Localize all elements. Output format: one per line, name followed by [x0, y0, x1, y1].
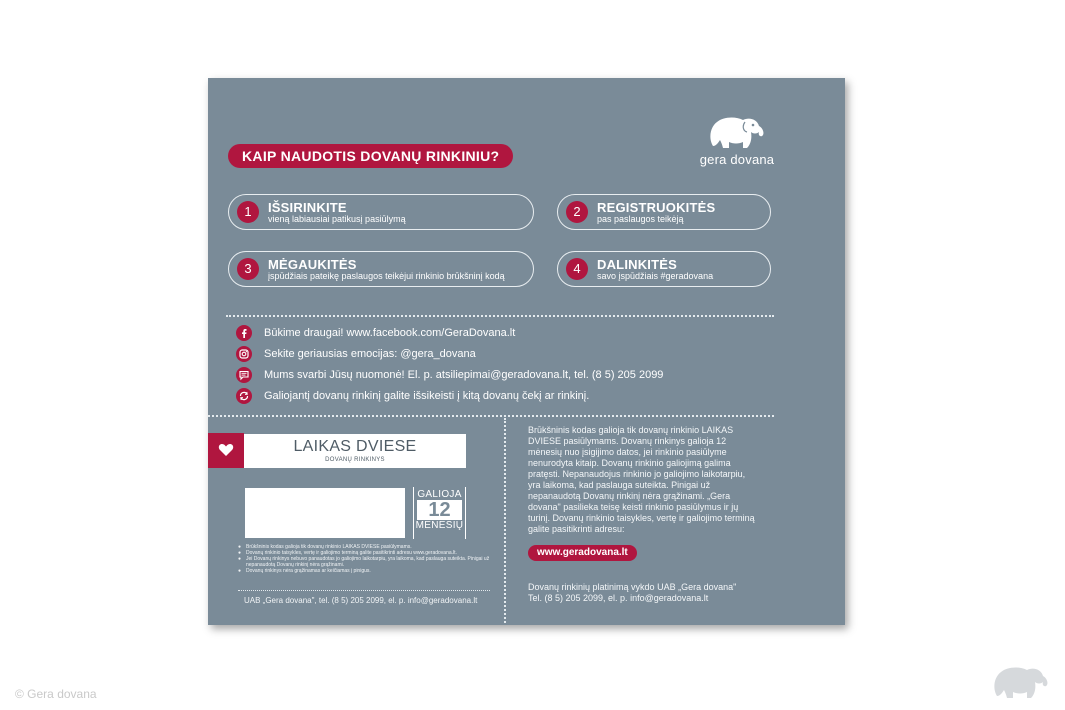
instagram-icon — [236, 346, 252, 362]
step-1 — [228, 194, 534, 230]
step-title: REGISTRUOKITĖS — [597, 199, 716, 215]
list-item: ● Brūkšninis kodas galioja tik dovanų rinkinio LAIKAS DVIESE pasiūlymams. — [238, 544, 412, 550]
how-to-use-heading: KAIP NAUDOTIS DOVANŲ RINKINIU? — [228, 144, 513, 168]
voucher-heart-tab — [208, 433, 244, 468]
voucher-fine-print — [238, 544, 498, 574]
dotted-divider — [208, 415, 774, 417]
copyright-notice: © Gera dovana — [15, 687, 97, 701]
contact-text: Mums svarbi Jūsų nuomonė! El. p. atsiliepimai@geradovana.lt, tel. (8 5) 205 2099 — [264, 369, 664, 381]
validity-unit: MĖNESIŲ — [415, 520, 464, 531]
distributor-line-2: Tel. (8 5) 205 2099, el. p. info@geradovana.lt — [528, 593, 709, 603]
terms-text: Brūkšninis kodas galioja tik dovanų rinkinio LAIKAS DVIESE pasiūlymams. Dovanų rinkinys galioja 12 mėnesių nuo įsigijimo datos, jei rinkinio pasiūlyme nenurodyta kitaip. Dovanų rinkinio galiojimą galima pratęsti. Nepanaudojus rinkinio jo galiojimo laikotarpiu, yra laikoma, kad paslauga suteikta. Pinigai už nepanaudotą Dovanų rinkinį nėra grąžinami. „Gera dovana" pasilieka teisę keisti rinkinio pasiūlymus ir jų turinį. Dovanų rinkinio taisykles, vertę ir galiojimo terminą galite pasitikrinti adresu: — [528, 425, 755, 534]
step-subtitle: vieną labiausiai patikusį pasiūlymą — [268, 213, 406, 224]
contact-instagram — [236, 346, 476, 362]
validity-label: GALIOJA — [417, 489, 462, 500]
step-number: 2 — [566, 201, 588, 223]
website-link[interactable]: www.geradovana.lt — [528, 545, 637, 561]
validity-number: 12 — [417, 500, 462, 520]
contact-feedback — [236, 367, 663, 383]
heart-icon — [218, 443, 234, 457]
gift-set-card — [208, 78, 845, 625]
step-subtitle: pas paslaugos teikėją — [597, 213, 684, 224]
step-title: MĖGAUKITĖS — [268, 256, 357, 272]
contact-text: Sekite geriausias emocijas: @gera_dovana — [264, 348, 476, 360]
step-title: IŠSIRINKITE — [268, 199, 347, 215]
contact-facebook — [236, 325, 515, 341]
list-item: ● Dovanų rinkinio taisykles, vertę ir galiojimo terminą galite pasitikrinti adresu www.geradovana.lt. — [238, 550, 457, 556]
dotted-divider — [226, 315, 774, 317]
barcode-area — [245, 488, 405, 538]
list-item: ● Dovanų rinkinys nėra grąžinamas ar keičiamas į pinigus. — [238, 568, 371, 574]
voucher-type: DOVANŲ RINKINYS — [325, 457, 385, 463]
step-number: 3 — [237, 258, 259, 280]
distributor-info — [528, 582, 736, 604]
step-subtitle: savo įspūdžiais #geradovana — [597, 270, 714, 281]
elephant-watermark-icon — [990, 664, 1052, 702]
step-2 — [557, 194, 771, 230]
step-3 — [228, 251, 534, 287]
dotted-divider-vertical — [504, 418, 506, 623]
voucher-company-info: UAB „Gera dovana", tel. (8 5) 205 2099, el. p. info@geradovana.lt — [244, 596, 478, 605]
voucher-name: LAIKAS DVIESE — [293, 438, 417, 455]
brand-logo — [696, 114, 778, 174]
step-number: 4 — [566, 258, 588, 280]
step-title: DALINKITĖS — [597, 256, 677, 272]
exchange-icon — [236, 388, 252, 404]
contact-exchange — [236, 388, 589, 404]
step-subtitle: įspūdžiais pateikę paslaugos teikėjui rinkinio brūkšninį kodą — [268, 270, 505, 281]
list-item: ● Jei Dovanų rinkinys nebuvo panaudotas jo galiojimo laikotarpiu, yra laikoma, kad paslauga suteikta. Pinigai už nepanaudotą Dovanų rinkinį nėra grąžinami. — [238, 556, 490, 568]
dotted-divider — [238, 590, 490, 591]
facebook-icon — [236, 325, 252, 341]
contact-text: Būkime draugai! www.facebook.com/GeraDovana.lt — [264, 327, 516, 339]
voucher-title-box — [244, 434, 466, 468]
step-number: 1 — [237, 201, 259, 223]
contact-text: Galiojantį dovanų rinkinį galite išsikeisti į kitą dovanų čekį ar rinkinį. — [264, 390, 590, 402]
distributor-line-1: Dovanų rinkinių platinimą vykdo UAB „Gera dovana" — [528, 582, 737, 592]
chat-icon — [236, 367, 252, 383]
validity-badge — [413, 487, 466, 539]
logo-text: gera dovana — [699, 152, 775, 167]
step-4 — [557, 251, 771, 287]
elephant-logo-icon — [707, 114, 767, 152]
